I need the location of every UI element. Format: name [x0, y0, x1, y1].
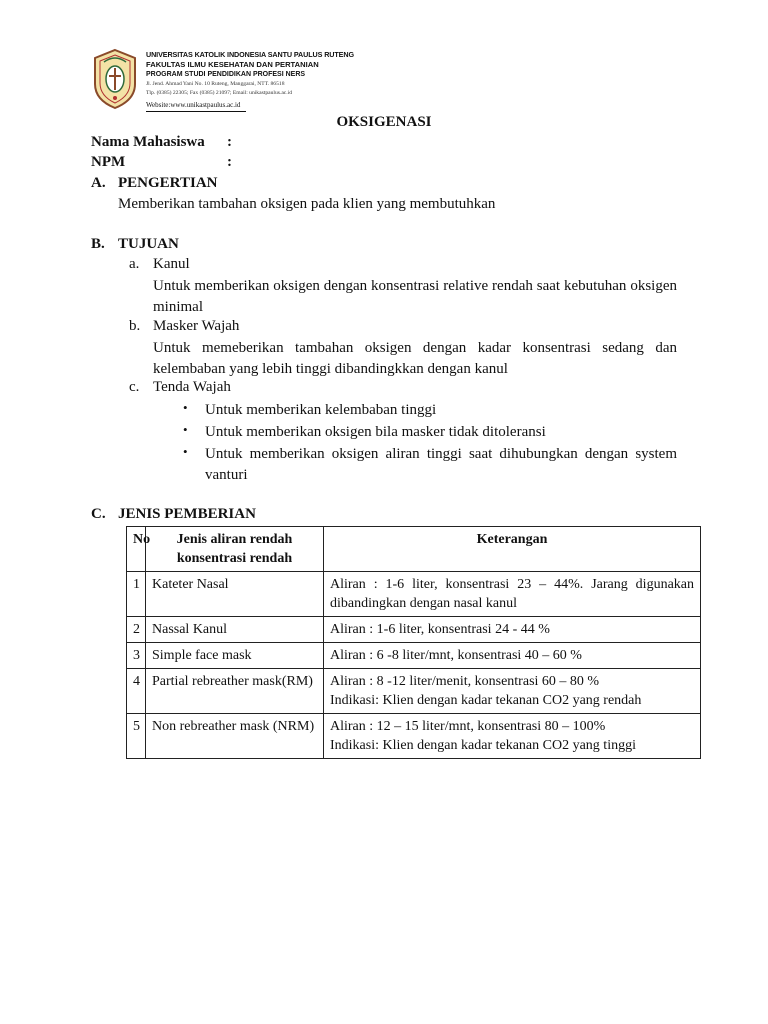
keterangan-line: Aliran : 6 -8 liter/mnt, konsentrasi 40 – 60 %: [330, 648, 582, 663]
section-a-text: Memberikan tambahan oksigen pada klien yang membutuhkan: [118, 196, 496, 212]
cell-keterangan: [324, 617, 701, 643]
field-label: Nama Mahasiswa: [91, 134, 205, 150]
university-name: UNIVERSITAS KATOLIK INDONESIA SANTU PAULUS RUTENG: [146, 50, 354, 59]
jenis-pemberian-table: [126, 526, 701, 759]
keterangan-line: Aliran : 1-6 liter, konsentrasi 23 – 44%. Jarang digunakan dibandingkan dengan nasal kanul: [330, 577, 694, 611]
section-b-heading: [91, 236, 179, 253]
program-name: PROGRAM STUDI PENDIDIKAN PROFESI NERS: [146, 71, 306, 78]
header-no: No: [127, 527, 146, 572]
section-title: PENGERTIAN: [118, 175, 218, 191]
section-title: JENIS PEMBERIAN: [118, 506, 256, 522]
keterangan-line: Aliran : 1-6 liter, konsentrasi 24 - 44 %: [330, 622, 550, 637]
section-c-heading: [91, 506, 256, 523]
field-npm: [91, 154, 232, 171]
table-row: [127, 643, 701, 669]
bullet-text: Untuk memberikan kelembaban tinggi: [205, 402, 437, 418]
item-label: Tenda Wajah: [153, 379, 231, 395]
university-logo-icon: [90, 48, 140, 110]
bullet-icon: •: [183, 422, 188, 437]
cell-jenis: Kateter Nasal: [146, 572, 324, 617]
cell-jenis: Nassal Kanul: [146, 617, 324, 643]
section-a-heading: [91, 175, 218, 192]
address-line: Jl. Jend. Ahmad Yani No. 10 Ruteng, Manggarai, NTT. 86518: [146, 81, 285, 87]
cell-keterangan: [324, 643, 701, 669]
item-number: a.: [129, 256, 140, 272]
cell-keterangan: [324, 572, 701, 617]
table-row: [127, 669, 701, 714]
tujuan-item-b-text: Untuk memeberikan tambahan oksigen dengan kadar konsentrasi sedang dan kelembaban yang lebih tinggi dibandingkkan dengan kanul: [153, 340, 677, 377]
cell-no: 5: [127, 714, 146, 759]
section-number: C.: [91, 506, 106, 522]
bullet-text: Untuk memberikan oksigen aliran tinggi saat dihubungkan dengan system vanturi: [205, 446, 677, 483]
section-title: TUJUAN: [118, 236, 179, 252]
item-label: Kanul: [153, 256, 190, 272]
tujuan-item-a-text: Untuk memberikan oksigen dengan konsentrasi relative rendah saat kebutuhan oksigen minimal: [153, 278, 677, 315]
indikasi-line: Indikasi: Klien dengan kadar tekanan CO2 yang rendah: [330, 693, 642, 708]
cell-jenis: Simple face mask: [146, 643, 324, 669]
cell-keterangan: [324, 714, 701, 759]
field-label: NPM: [91, 154, 126, 170]
table-row: [127, 617, 701, 643]
keterangan-line: Aliran : 8 -12 liter/menit, konsentrasi 60 – 80 %: [330, 674, 600, 689]
keterangan-line: Aliran : 12 – 15 liter/mnt, konsentrasi 80 – 100%: [330, 719, 606, 734]
item-number: b.: [129, 318, 141, 334]
cell-keterangan: [324, 669, 701, 714]
cell-no: 3: [127, 643, 146, 669]
item-number: c.: [129, 379, 140, 395]
cell-jenis: Non rebreather mask (NRM): [146, 714, 324, 759]
table-row: [127, 572, 701, 617]
cell-no: 4: [127, 669, 146, 714]
website-line: Website:www.unikastpaulus.ac.id: [146, 100, 246, 112]
header-keterangan: Keterangan: [324, 527, 701, 572]
letterhead-text: [146, 50, 436, 112]
contact-line: Tlp. (0385) 22305; Fax (0385) 21097; Email: unikastpaulus.ac.id: [146, 90, 293, 96]
field-colon: :: [227, 134, 232, 150]
indikasi-line: Indikasi: Klien dengan kadar tekanan CO2 yang tinggi: [330, 738, 636, 753]
field-nama-mahasiswa: [91, 134, 232, 151]
section-number: B.: [91, 236, 105, 252]
section-number: A.: [91, 175, 106, 191]
cell-no: 1: [127, 572, 146, 617]
letterhead: [90, 48, 430, 110]
cell-no: 2: [127, 617, 146, 643]
faculty-name: FAKULTAS ILMU KESEHATAN DAN PERTANIAN: [146, 60, 319, 69]
table-header-row: [127, 527, 701, 572]
field-colon: :: [227, 154, 232, 170]
header-jenis: Jenis aliran rendah konsentrasi rendah: [146, 527, 324, 572]
table-row: [127, 714, 701, 759]
bullet-icon: •: [183, 444, 188, 459]
bullet-text: Untuk memberikan oksigen bila masker tidak ditoleransi: [205, 424, 546, 440]
cell-jenis: Partial rebreather mask(RM): [146, 669, 324, 714]
item-label: Masker Wajah: [153, 318, 240, 334]
document-title: OKSIGENASI: [336, 114, 432, 130]
bullet-icon: •: [183, 400, 188, 415]
